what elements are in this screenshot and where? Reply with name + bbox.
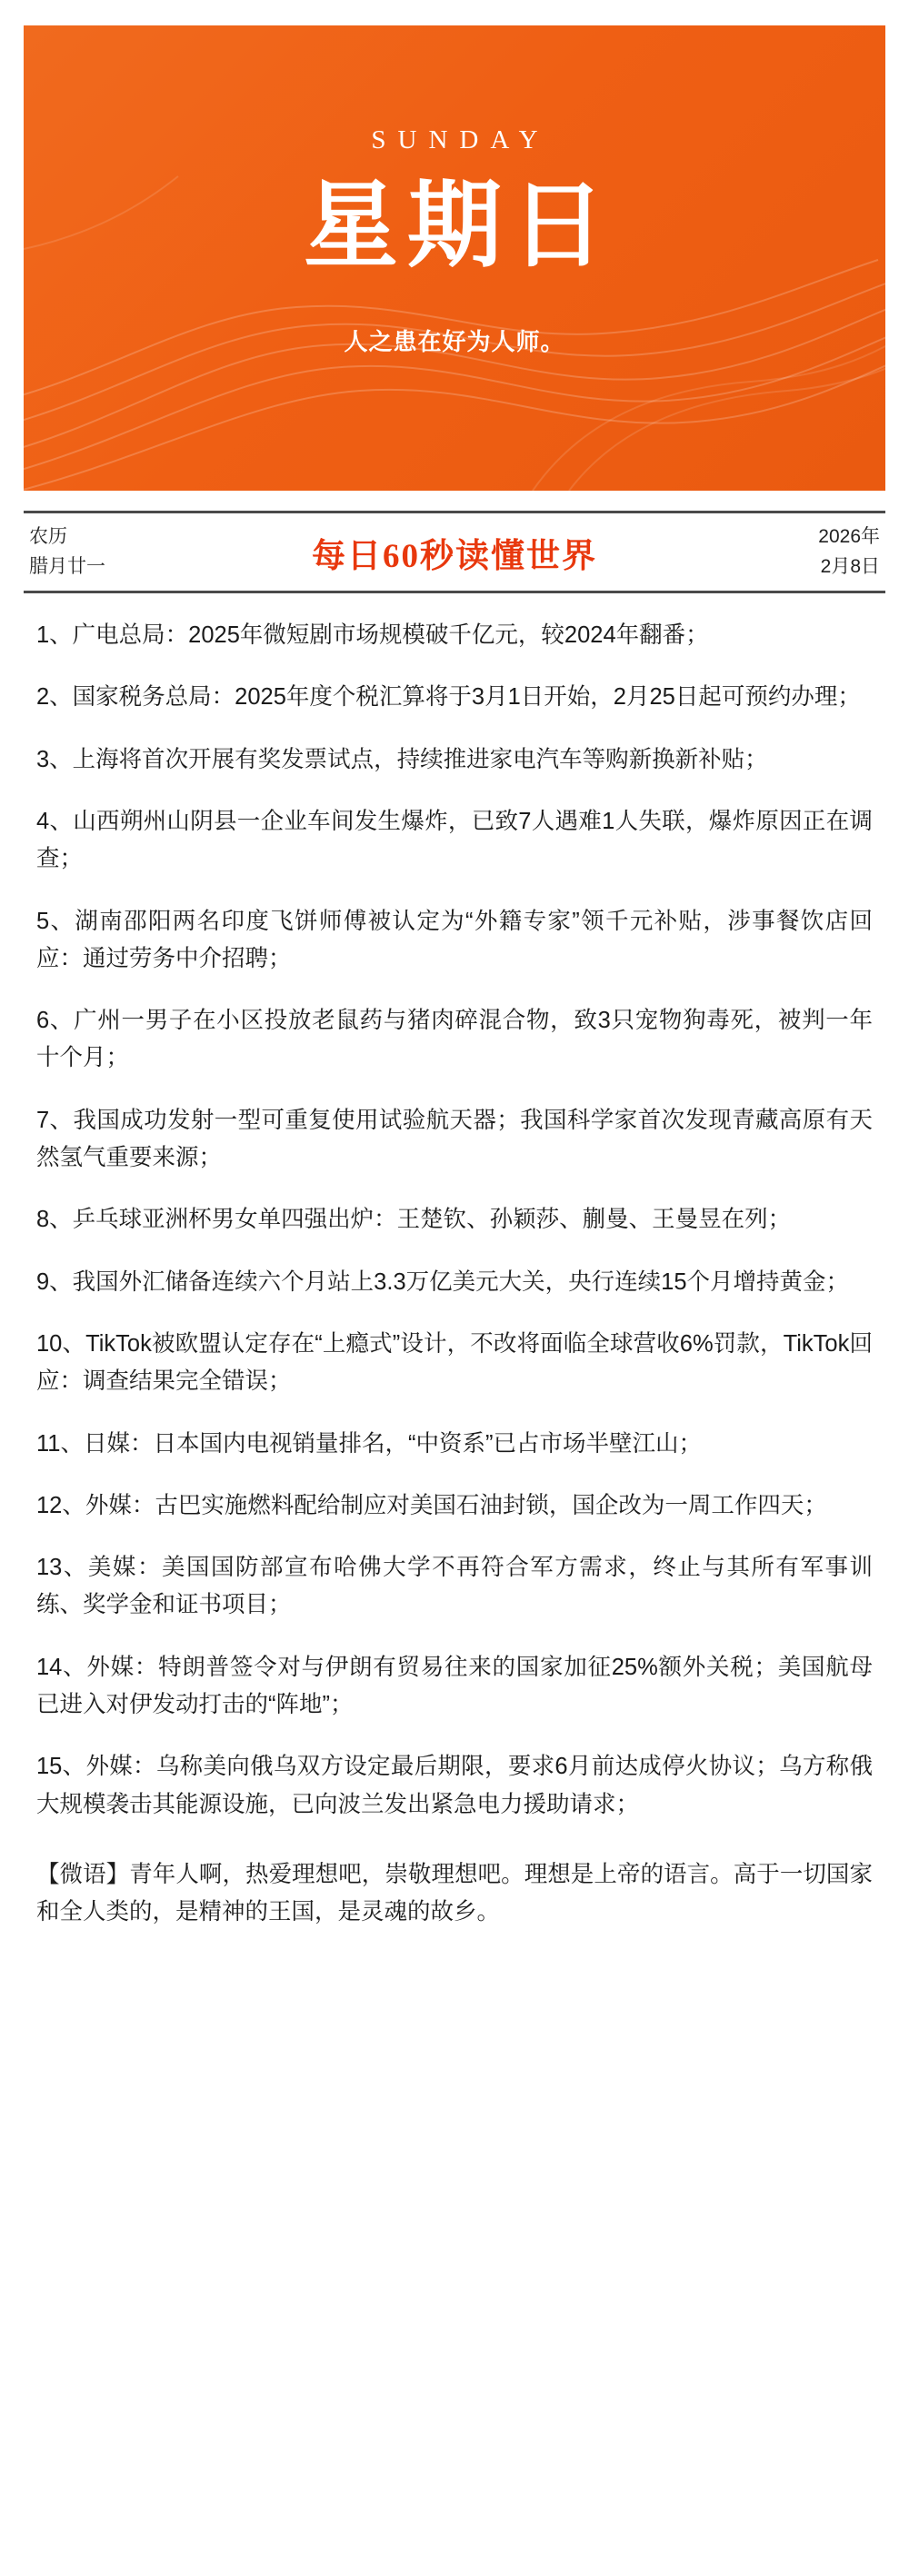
lunar-date-block — [29, 522, 165, 582]
list-item: 13、美媒：美国国防部宣布哈佛大学不再符合军方需求，终止与其所有军事训练、奖学金和证书项目； — [36, 1555, 873, 1618]
page-title: 每日60秒读懂世界 — [312, 537, 597, 575]
footer-quote: 【微语】青年人啊，热爱理想吧，崇敬理想吧。理想是上帝的语言。高于一切国家和全人类的，是精神的王国，是灵魂的故乡。 — [36, 1861, 873, 1925]
list-item: 6、广州一男子在小区投放老鼠药与猪肉碎混合物，致3只宠物狗毒死，被判一年十个月； — [36, 1008, 873, 1071]
list-item: 4、山西朔州山阴县一企业车间发生爆炸，已致7人遇难1人失联，爆炸原因正在调查； — [36, 808, 873, 872]
list-item: 10、TikTok被欧盟认定存在“上瘾式”设计，不改将面临全球营收6%罚款，TikTok回应：调查结果完全错误； — [36, 1330, 873, 1395]
list-item: 7、我国成功发射一型可重复使用试验航天器；我国科学家首次发现青藏高原有天然氢气重要来源； — [36, 1107, 873, 1171]
hero-weekday-chinese: 星期日 — [303, 174, 614, 279]
lunar-date: 腊月廿一 — [29, 555, 105, 577]
list-item: 9、我国外汇储备连续六个月站上3.3万亿美元大关，央行连续15个月增持黄金； — [36, 1268, 849, 1295]
hero-banner — [24, 25, 885, 491]
hero-quote: 人之患在好为人师。 — [344, 327, 565, 355]
list-item: 1、广电总局：2025年微短剧市场规模破千亿元，较2024年翻番； — [36, 622, 709, 649]
list-item: 11、日媒：日本国内电视销量排名，“中资系”已占市场半壁江山； — [36, 1430, 702, 1457]
hero-weekday-english: SUNDAY — [371, 125, 550, 154]
list-item: 15、外媒：乌称美向俄乌双方设定最后期限，要求6月前达成停火协议；乌方称俄大规模袭击其能源设施，已向波兰发出紧急电力援助请求； — [36, 1754, 873, 1817]
lunar-label: 农历 — [29, 526, 67, 547]
list-item: 2、国家税务总局：2025年度个税汇算将于3月1日开始，2月25日起可预约办理； — [36, 684, 861, 711]
list-item: 3、上海将首次开展有奖发票试点，持续推进家电汽车等购新换新补贴； — [36, 746, 768, 772]
gregorian-date-block — [744, 522, 880, 582]
list-item: 8、乒乓球亚洲杯男女单四强出炉：王楚钦、孙颖莎、蒯曼、王曼昱在列； — [36, 1207, 792, 1233]
header-bar — [24, 513, 885, 593]
list-item: 5、湖南邵阳两名印度飞饼师傅被认定为“外籍专家”领千元补贴，涉事餐饮店回应：通过劳务中介招聘； — [36, 908, 873, 971]
list-item: 12、外媒：古巴实施燃料配给制应对美国石油封锁，国企改为一周工作四天； — [36, 1492, 827, 1518]
list-item: 14、外媒：特朗普签令对与伊朗有贸易往来的国家加征25%额外关税；美国航母已进入对伊发动打击的“阵地”； — [36, 1654, 873, 1718]
date-year: 2026年 — [818, 526, 880, 547]
date-monthday: 2月8日 — [820, 555, 880, 577]
news-list — [24, 593, 885, 1824]
